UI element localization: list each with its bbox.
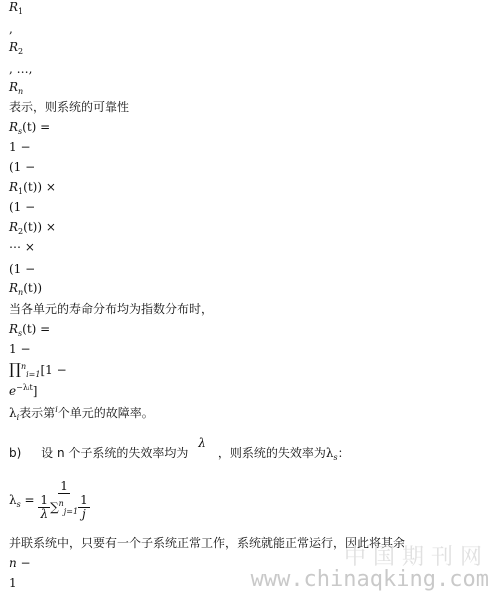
inner-fraction (78, 494, 90, 521)
symbol-r: R (9, 281, 19, 295)
watermark-chinese: 中国期刊网 (343, 545, 489, 570)
symbol-lambda: λ (198, 436, 206, 450)
subscript: i (16, 413, 20, 422)
formula-rest: (t)) × (23, 180, 56, 194)
index-i: i (55, 405, 58, 414)
watermark (251, 540, 489, 592)
text-fragment: 表示第 (19, 406, 56, 420)
subscript: 2 (18, 227, 24, 236)
formula-rest: (t)) (23, 281, 43, 295)
subscript: 2 (18, 47, 24, 56)
subscript: s (16, 500, 21, 509)
symbol-r: R (9, 220, 19, 234)
subscript: 1 (18, 187, 24, 196)
sum-symbol: ∑ (50, 500, 59, 514)
symbol-lambda: λ (9, 493, 17, 507)
subscript: n (18, 288, 24, 297)
text-line-exponential: 当各单元的寿命分布均为指数分布时， (9, 302, 214, 316)
formula-line-r1t (9, 180, 56, 194)
symbol-lambda: λ (325, 446, 334, 460)
superscript: −λᵢt (16, 383, 33, 392)
formula-line-paren: (1 − (9, 200, 36, 214)
subscript: n (18, 87, 24, 96)
fraction-denominator: j (82, 507, 86, 521)
equals-sign: = (20, 493, 35, 507)
fraction-denominator (38, 494, 89, 521)
symbol-lambda: λ (9, 406, 17, 420)
formula-line-n-minus: n − (9, 556, 31, 570)
product-symbol: ∏ (9, 360, 21, 378)
formula-line-r1 (9, 0, 23, 14)
text-line-parallel-system: 并联系统中，只要有一个子系统正常工作，系统就能正常运行，因此将其余 (9, 536, 406, 550)
formula-line-rs (9, 322, 50, 336)
formula-line-product (9, 362, 67, 377)
formula-line-cdots: ⋯ × (9, 240, 35, 254)
superscript: n (58, 499, 64, 508)
text-line-reliability: 表示，则系统的可靠性 (9, 100, 130, 114)
symbol-lambda: λ (40, 507, 49, 521)
formula-rest: (t) = (22, 120, 51, 134)
symbol-r: R (9, 120, 19, 134)
formula-line-r2 (9, 40, 23, 54)
formula-line-rn (9, 80, 23, 94)
symbol-r: R (9, 40, 19, 54)
text-fragment: 设 n 个子系统的失效率均为 (41, 446, 189, 460)
formula-line-paren: (1 − (9, 160, 36, 174)
text-line-failure-rate (9, 406, 154, 420)
watermark-url: www.chinaqking.com (250, 567, 489, 592)
formula-line-paren: (1 − (9, 262, 36, 276)
colon: ： (337, 446, 350, 460)
subscript: j=1 (63, 507, 79, 516)
formula-line-one: 1 (9, 576, 17, 590)
comma-line: , (9, 22, 13, 36)
text-fragment: 个单元的故障率。 (57, 406, 154, 420)
symbol-r: R (9, 322, 19, 336)
subscript: i=1 (26, 370, 41, 379)
formula-line-rs (9, 120, 50, 134)
text-fragment: ，则系统的失效率为 (217, 446, 326, 460)
formula-line-exponent (9, 384, 37, 398)
subscript: s (333, 453, 338, 462)
symbol-e: e (9, 384, 17, 398)
ellipsis-line: , …, (9, 62, 33, 76)
formula-line-r2t (9, 220, 56, 234)
text-line-item-b (9, 436, 350, 462)
superscript: n (20, 362, 27, 371)
formula-line-one-minus: 1 − (9, 342, 31, 356)
formula-line-rnt (9, 281, 42, 295)
inner-fraction (38, 494, 50, 521)
formula-rest: (t) = (22, 322, 51, 336)
fraction-numerator: 1 (80, 493, 88, 507)
fraction-numerator: 1 (60, 479, 68, 493)
formula-line-one-minus: 1 − (9, 140, 31, 154)
item-label: b) (9, 446, 22, 460)
symbol-r: R (9, 0, 19, 14)
formula-rest: (t)) × (23, 220, 56, 234)
formula-line-lambda-s (9, 480, 90, 521)
subscript: s (18, 329, 23, 338)
subscript: 1 (18, 7, 24, 16)
subscript: s (18, 127, 23, 136)
formula-rest: ] (32, 384, 38, 398)
fraction (38, 480, 89, 521)
symbol-r: R (9, 180, 19, 194)
formula-rest: [1 − (40, 363, 67, 377)
symbol-r: R (9, 80, 19, 94)
fraction-numerator: 1 (40, 493, 49, 507)
